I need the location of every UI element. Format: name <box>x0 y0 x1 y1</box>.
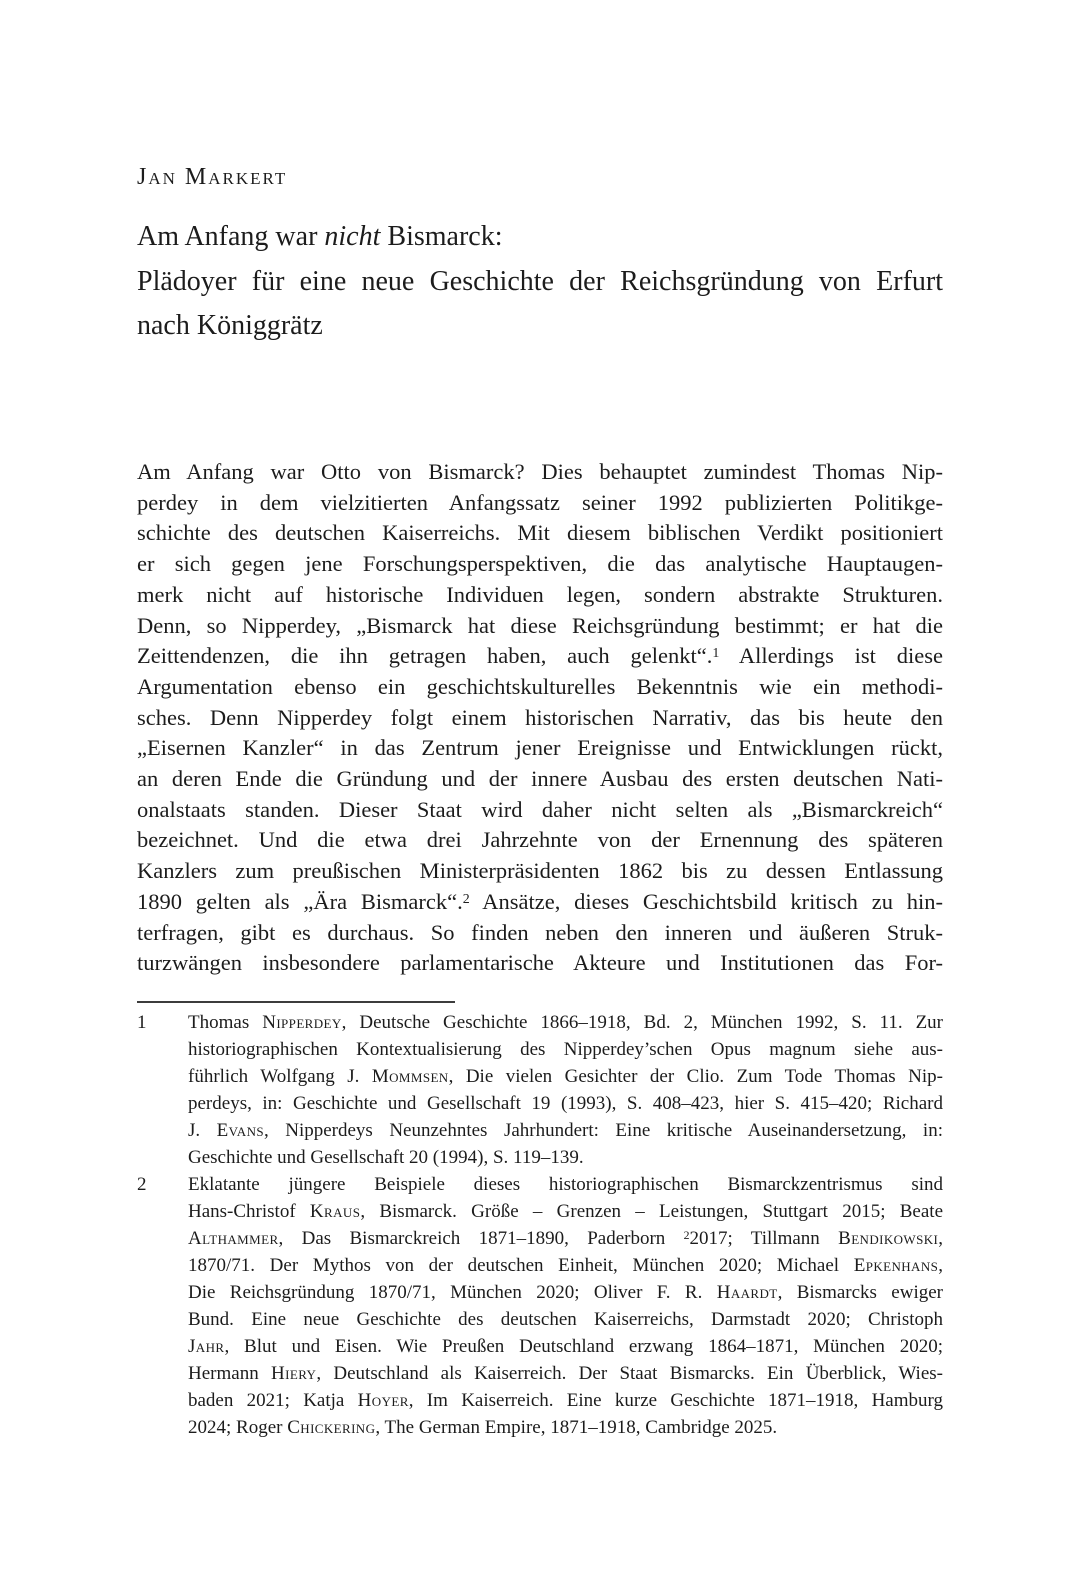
text-line: Bund. Eine neue Geschichte des deutschen Kaiserreichs, Darmstadt 2020; Christoph <box>188 1309 943 1330</box>
footnote-text <box>188 1171 943 1441</box>
article-title <box>137 215 943 349</box>
text-line: merk nicht auf historische Individuen legen, sondern abstrakte Strukturen. <box>137 581 943 607</box>
text-line: Hans-Christof Kraus, Bismarck. Größe – Grenzen – Leistungen, Stuttgart 2015; Beate <box>188 1201 943 1222</box>
text-line: onalstaats standen. Dieser Staat wird daher nicht selten als „Bismarckreich“ <box>137 796 943 822</box>
footnotes-section <box>137 1009 943 1441</box>
text-line: sches. Denn Nipperdey folgt einem historischen Narrativ, das bis heute den <box>137 704 943 730</box>
text-line: Zeittendenzen, die ihn getragen haben, auch gelenkt“.$^1$ Allerdings ist diese <box>137 643 943 669</box>
footnote-1 <box>137 1009 943 1171</box>
text-line: schichte des deutschen Kaiserreichs. Mit diesem biblischen Verdikt positioniert <box>137 520 943 546</box>
text-line: führlich Wolfgang J. Mommsen, Die vielen Gesichter der Clio. Zum Tode Thomas Nip- <box>188 1066 943 1087</box>
text-line: Jahr, Blut und Eisen. Wie Preußen Deutschland erzwang 1864–1871, München 2020; <box>188 1336 943 1357</box>
text-line: terfragen, gibt es durchaus. So finden neben den inneren und äußeren Struk- <box>137 919 943 945</box>
footnote-number: 2 <box>137 1174 147 1195</box>
text-line: Argumentation ebenso ein geschichtskulturelles Bekenntnis wie ein methodi- <box>137 673 943 699</box>
author-name: Jan Markert <box>137 164 288 190</box>
text-line: Am Anfang war Otto von Bismarck? Dies behauptet zumindest Thomas Nip- <box>137 459 943 484</box>
text-line: 2024; Roger Chickering, The German Empire, 1871–1918, Cambridge 2025. <box>188 1417 778 1438</box>
footnote-text <box>188 1009 943 1171</box>
text-line: Die Reichsgründung 1870/71, München 2020; Oliver F. R. Haardt, Bismarcks ewiger <box>188 1282 943 1303</box>
text-line: 1890 gelten als „Ära Bismarck“.$^2$ Ansätze, dieses Geschichtsbild kritisch zu hin- <box>137 888 943 914</box>
footnote-number: 1 <box>137 1012 147 1033</box>
text-line: er sich gegen jene Forschungsperspektiven, die das analytische Hauptaugen- <box>137 551 943 577</box>
text-line: Plädoyer für eine neue Geschichte der Reichsgründung von Erfurt <box>137 265 943 297</box>
text-line: Denn, so Nipperdey, „Bismarck hat diese Reichsgründung bestimmt; er hat die <box>137 612 943 638</box>
text-line: turzwängen insbesondere parlamentarische Akteure und Institutionen das For- <box>137 950 943 976</box>
text-line: Kanzlers zum preußischen Ministerpräsidenten 1862 bis zu dessen Entlassung <box>137 858 943 884</box>
text-line: perdeys, in: Geschichte und Gesellschaft 19 (1993), S. 408–423, hier S. 415–420; Richard <box>188 1093 943 1114</box>
text-line: 1870/71. Der Mythos von der deutschen Einheit, München 2020; Michael Epkenhans, <box>188 1255 943 1276</box>
text-line: J. Evans, Nipperdeys Neunzehntes Jahrhundert: Eine kritische Auseinandersetzung, in: <box>188 1120 943 1141</box>
text-line: baden 2021; Katja Hoyer, Im Kaiserreich. Eine kurze Geschichte 1871–1918, Hamburg <box>188 1390 944 1411</box>
text-line: Thomas Nipperdey, Deutsche Geschichte 1866–1918, Bd. 2, München 1992, S. 11. Zur <box>188 1012 944 1033</box>
text-line: „Eisernen Kanzler“ in das Zentrum jener Ereignisse und Entwicklungen rückt, <box>137 735 943 761</box>
body-paragraph <box>137 457 943 979</box>
text-line: Eklatante jüngere Beispiele dieses historiographischen Bismarckzentrismus sind <box>188 1174 943 1195</box>
text-line: nach Königgrätz <box>137 310 323 341</box>
text-line: Althammer, Das Bismarckreich 1871–1890, Paderborn $^2$2017; Tillmann Bendikowski, <box>188 1228 943 1249</box>
footnote-separator <box>137 1001 455 1003</box>
footnote-2 <box>137 1171 943 1441</box>
text-line: bezeichnet. Und die etwa drei Jahrzehnte von der Ernennung des späteren <box>137 827 943 853</box>
text-line: perdey in dem vielzitierten Anfangssatz seiner 1992 publizierten Politikge- <box>137 489 943 515</box>
text-line: an deren Ende die Gründung und der innere Ausbau des ersten deutschen Nati- <box>137 766 943 792</box>
text-line: Geschichte und Gesellschaft 20 (1994), S. 119–139. <box>188 1147 584 1168</box>
text-line: Hermann Hiery, Deutschland als Kaiserreich. Der Staat Bismarcks. Ein Überblick, Wies- <box>188 1363 943 1384</box>
text-line: Am Anfang war nicht Bismarck: <box>137 221 503 252</box>
text-line: historiographischen Kontextualisierung des Nipperdey’schen Opus magnum siehe aus- <box>188 1039 943 1060</box>
